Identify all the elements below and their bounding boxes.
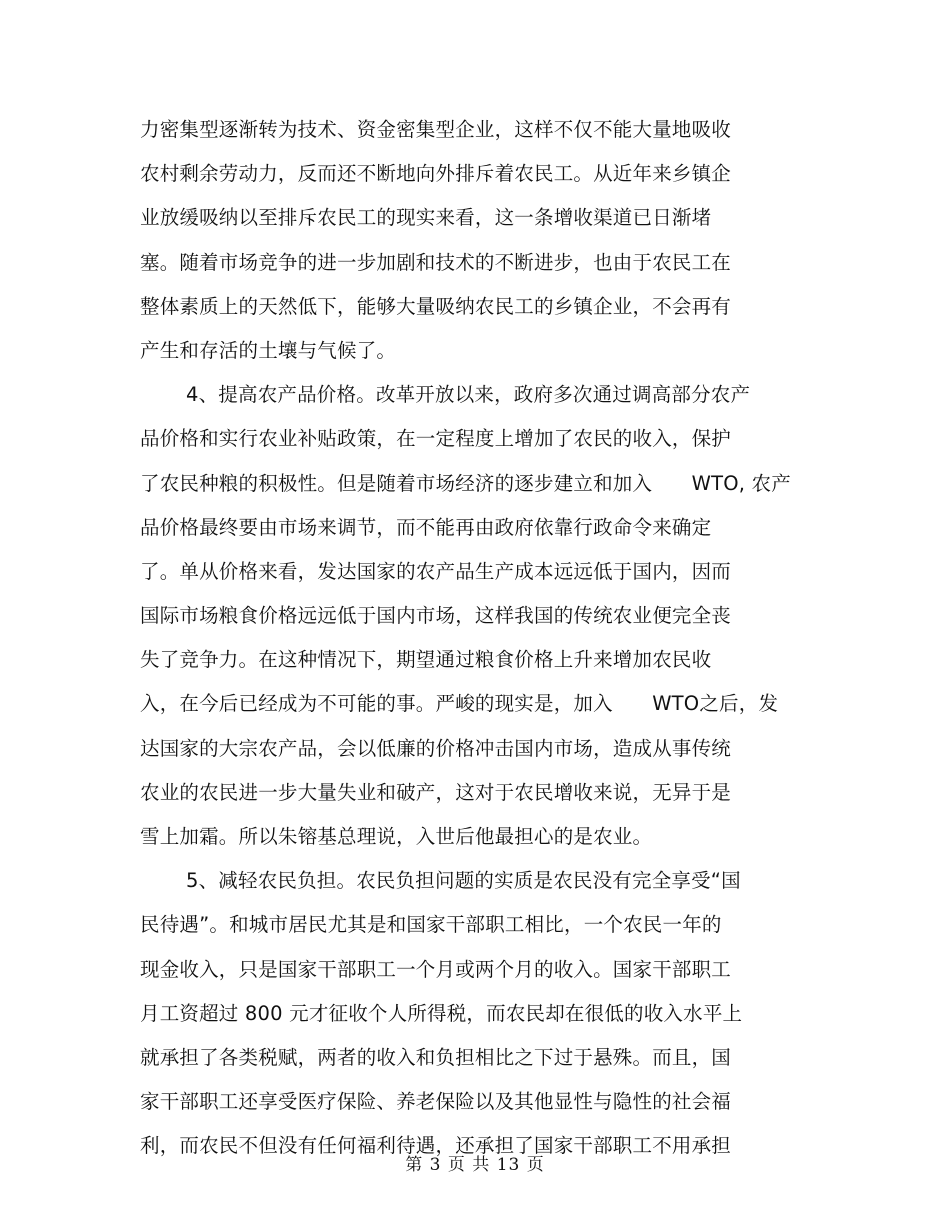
text-line: 雪上加霜。所以朱镕基总理说，入世后他最担心的是农业。 bbox=[140, 825, 653, 848]
text-line: 就承担了各类税赋，两者的收入和负担相比之下过于悬殊。而且，国 bbox=[140, 1045, 732, 1069]
text-line: 产生和存活的土壤与气候了。 bbox=[140, 338, 397, 362]
text-line: 失了竞争力。在这种情况下，期望通过粮食价格上升来增加农民收 bbox=[140, 648, 712, 672]
text-line: 品价格和实行农业补贴政策，在一定程度上增加了农民的收入，保护 bbox=[140, 427, 732, 451]
text-line: 达国家的大宗农产品，会以低廉的价格冲击国内市场，造成从事传统 bbox=[140, 736, 732, 760]
text-line: 塞。随着市场竞争的进一步加剧和技术的不断进步，也由于农民工在 bbox=[140, 250, 732, 274]
text-line: 利，而农民不但没有任何福利待遇，还承担了国家干部职工不用承担 bbox=[140, 1134, 732, 1158]
body-text bbox=[140, 108, 820, 1169]
text-line: 入，在今后已经成为不可能的事。严峻的现实是，加入 WTO之后，发 bbox=[140, 692, 779, 716]
text-line: 4、提高农产品价格。改革开放以来，政府多次通过调高部分农产 bbox=[186, 383, 751, 407]
text-line: 了。单从价格来看，发达国家的农产品生产成本远远低于国内，因而 bbox=[140, 559, 732, 583]
text-line: 农村剩余劳动力，反而还不断地向外排斥着农民工。从近年来乡镇企 bbox=[140, 162, 732, 186]
text-line: 了农民种粮的积极性。但是随着市场经济的逐步建立和加入 WTO, 农产 bbox=[140, 471, 791, 495]
text-line: 农业的农民进一步大量失业和破产，这对于农民增收来说，无异于是 bbox=[140, 780, 732, 804]
text-line: 家干部职工还享受医疗保险、养老保险以及其他显性与隐性的社会福 bbox=[140, 1090, 732, 1114]
text-line: 现金收入，只是国家干部职工一个月或两个月的收入。国家干部职工 bbox=[140, 957, 732, 981]
text-line: 月工资超过 800 元才征收个人所得税，而农民却在很低的收入水平上 bbox=[140, 1001, 743, 1025]
text-line: 整体素质上的天然低下，能够大量吸纳农民工的乡镇企业，不会再有 bbox=[140, 294, 732, 318]
text-line: 力密集型逐渐转为技术、资金密集型企业，这样不仅不能大量地吸收 bbox=[140, 118, 732, 141]
text-line: 民待遇”。和城市居民尤其是和国家干部职工相比，一个农民一年的 bbox=[140, 913, 722, 937]
text-line: 业放缓吸纳以至排斥农民工的现实来看，这一条增收渠道已日渐堵 bbox=[140, 206, 712, 230]
text-line: 5、减轻农民负担。农民负担问题的实质是农民没有完全享受“国 bbox=[186, 869, 741, 893]
text-line: 国际市场粮食价格远远低于国内市场，这样我国的传统农业便完全丧 bbox=[140, 604, 732, 628]
text-line: 品价格最终要由市场来调节，而不能再由政府依靠行政命令来确定 bbox=[140, 515, 712, 539]
page-number-footer: 第 3 页 共 13 页 bbox=[405, 1155, 545, 1175]
